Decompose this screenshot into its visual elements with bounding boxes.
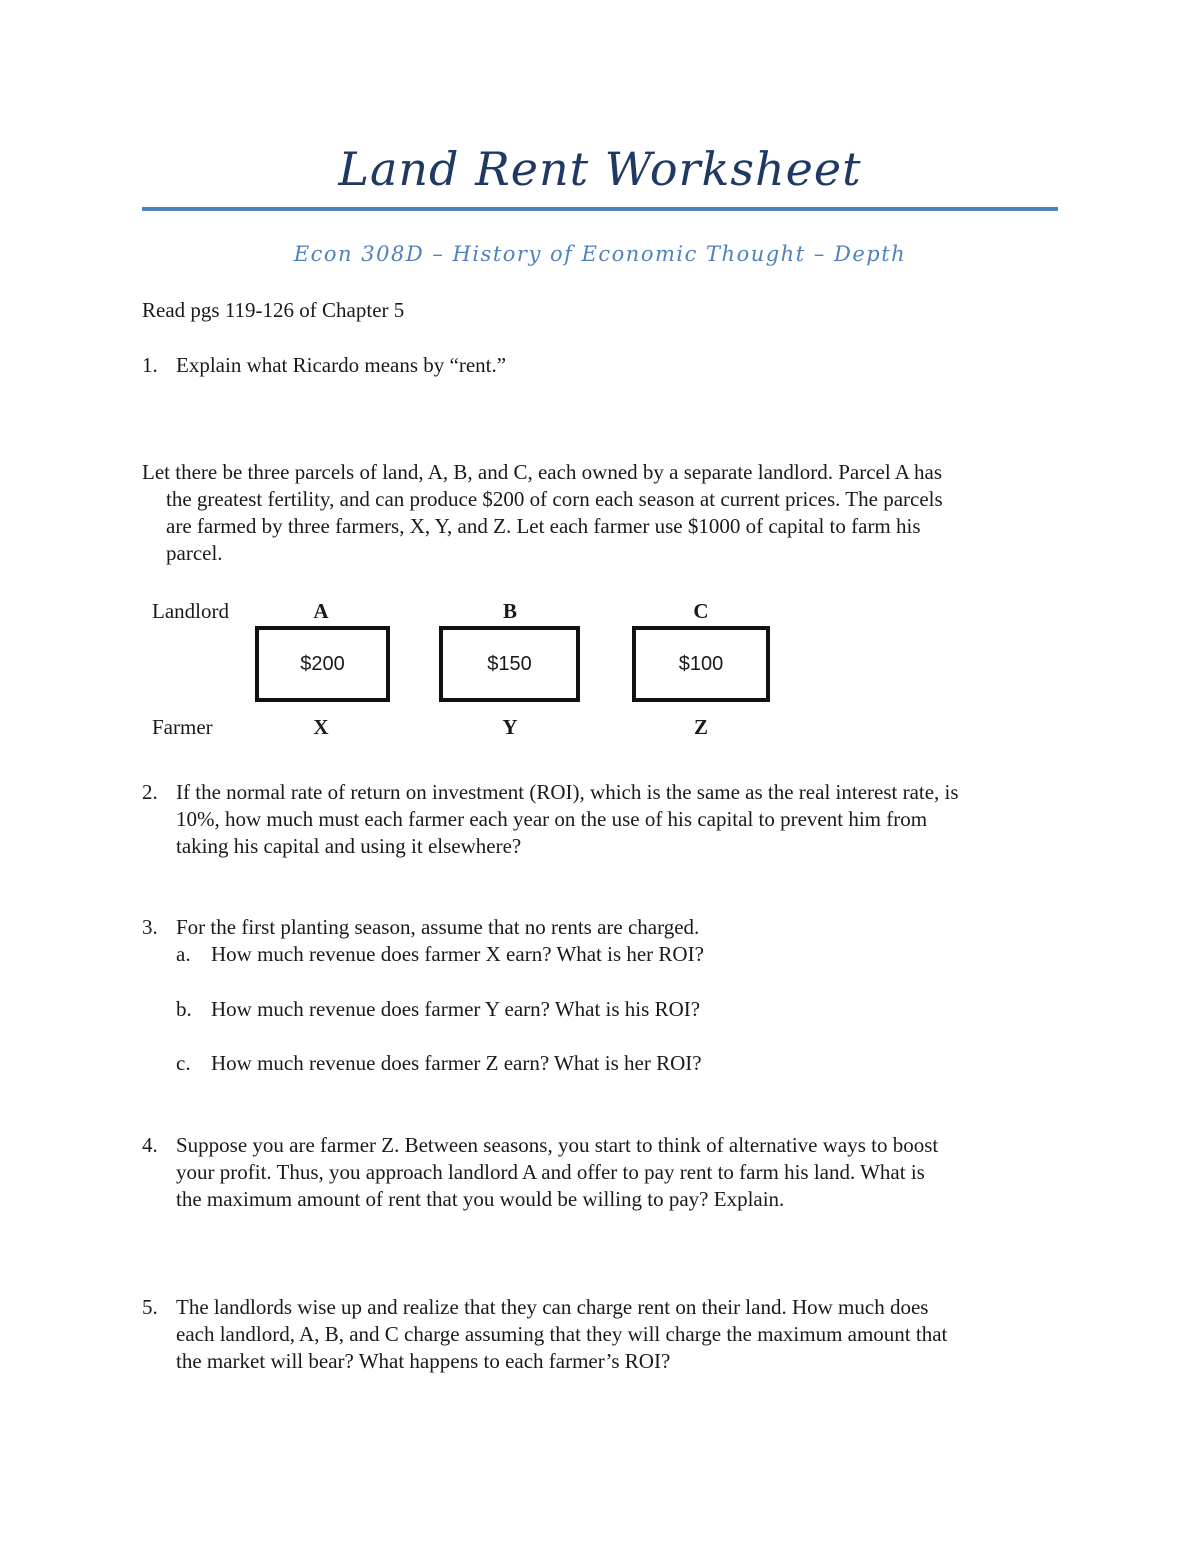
farmer-x-label: X [313,715,329,739]
question-3b-letter: b. [176,997,192,1021]
farmer-y-label: Y [502,715,518,739]
question-4-line-1: Suppose you are farmer Z. Between seasons, you start to think of alternative ways to boost [176,1133,939,1157]
parcel-c-box [632,626,770,702]
question-2-number: 2. [142,780,158,804]
landlord-a-label: A [313,599,329,623]
question-4-line-2: your profit. Thus, you approach landlord A and offer to pay rent to farm his land. What is [176,1160,925,1184]
page-subtitle: Econ 308D – History of Economic Thought – Depth [293,242,907,266]
parcel-a-box [255,626,390,702]
question-3a-text: How much revenue does farmer X earn? What is her ROI? [211,942,704,966]
question-3-text: For the first planting season, assume that no rents are charged. [176,915,700,939]
scenario-line-3: are farmed by three farmers, X, Y, and Z. Let each farmer use $1000 of capital to farm his [166,514,921,538]
landlord-b-label: B [502,599,517,623]
title-rule [142,207,1058,211]
question-1-text: Explain what Ricardo means by “rent.” [176,353,507,377]
farmer-row-label: Farmer [152,715,213,739]
parcel-b-box [439,626,580,702]
question-4-line-3: the maximum amount of rent that you would be willing to pay? Explain. [176,1187,785,1211]
scenario-line-1: Let there be three parcels of land, A, B, and C, each owned by a separate landlord. Parcel A has [142,460,943,484]
question-3c-text: How much revenue does farmer Z earn? What is her ROI? [211,1051,702,1075]
parcel-c-value: $100 [678,652,724,675]
question-2-line-2: 10%, how much must each farmer each year on the use of his capital to prevent him from [176,807,928,831]
scenario-line-2: the greatest fertility, and can produce $200 of corn each season at current prices. The parcels [166,487,943,511]
question-2-line-1: If the normal rate of return on investment (ROI), which is the same as the real interest rate, is [176,780,959,804]
question-1-number: 1. [142,353,158,377]
landlord-c-label: C [693,599,709,623]
landlord-row-label: Landlord [152,599,229,623]
parcel-b-value: $150 [487,652,532,675]
farmer-z-label: Z [693,715,708,739]
question-3a-letter: a. [176,942,191,966]
question-2-line-3: taking his capital and using it elsewhere? [176,834,522,858]
question-3-number: 3. [142,915,158,939]
parcel-a-value: $200 [300,652,345,675]
page-title: Land Rent Worksheet [338,142,862,196]
question-5-number: 5. [142,1295,158,1319]
question-5-line-2: each landlord, A, B, and C charge assuming that they will charge the maximum amount that [176,1322,948,1346]
question-3c-letter: c. [176,1051,191,1075]
question-5-line-3: the market will bear? What happens to each farmer’s ROI? [176,1349,671,1373]
question-4-number: 4. [142,1133,158,1157]
question-3b-text: How much revenue does farmer Y earn? What is his ROI? [211,997,701,1021]
reading-assignment: Read pgs 119-126 of Chapter 5 [142,298,405,322]
scenario-line-4: parcel. [166,541,223,565]
question-5-line-1: The landlords wise up and realize that they can charge rent on their land. How much does [176,1295,929,1319]
